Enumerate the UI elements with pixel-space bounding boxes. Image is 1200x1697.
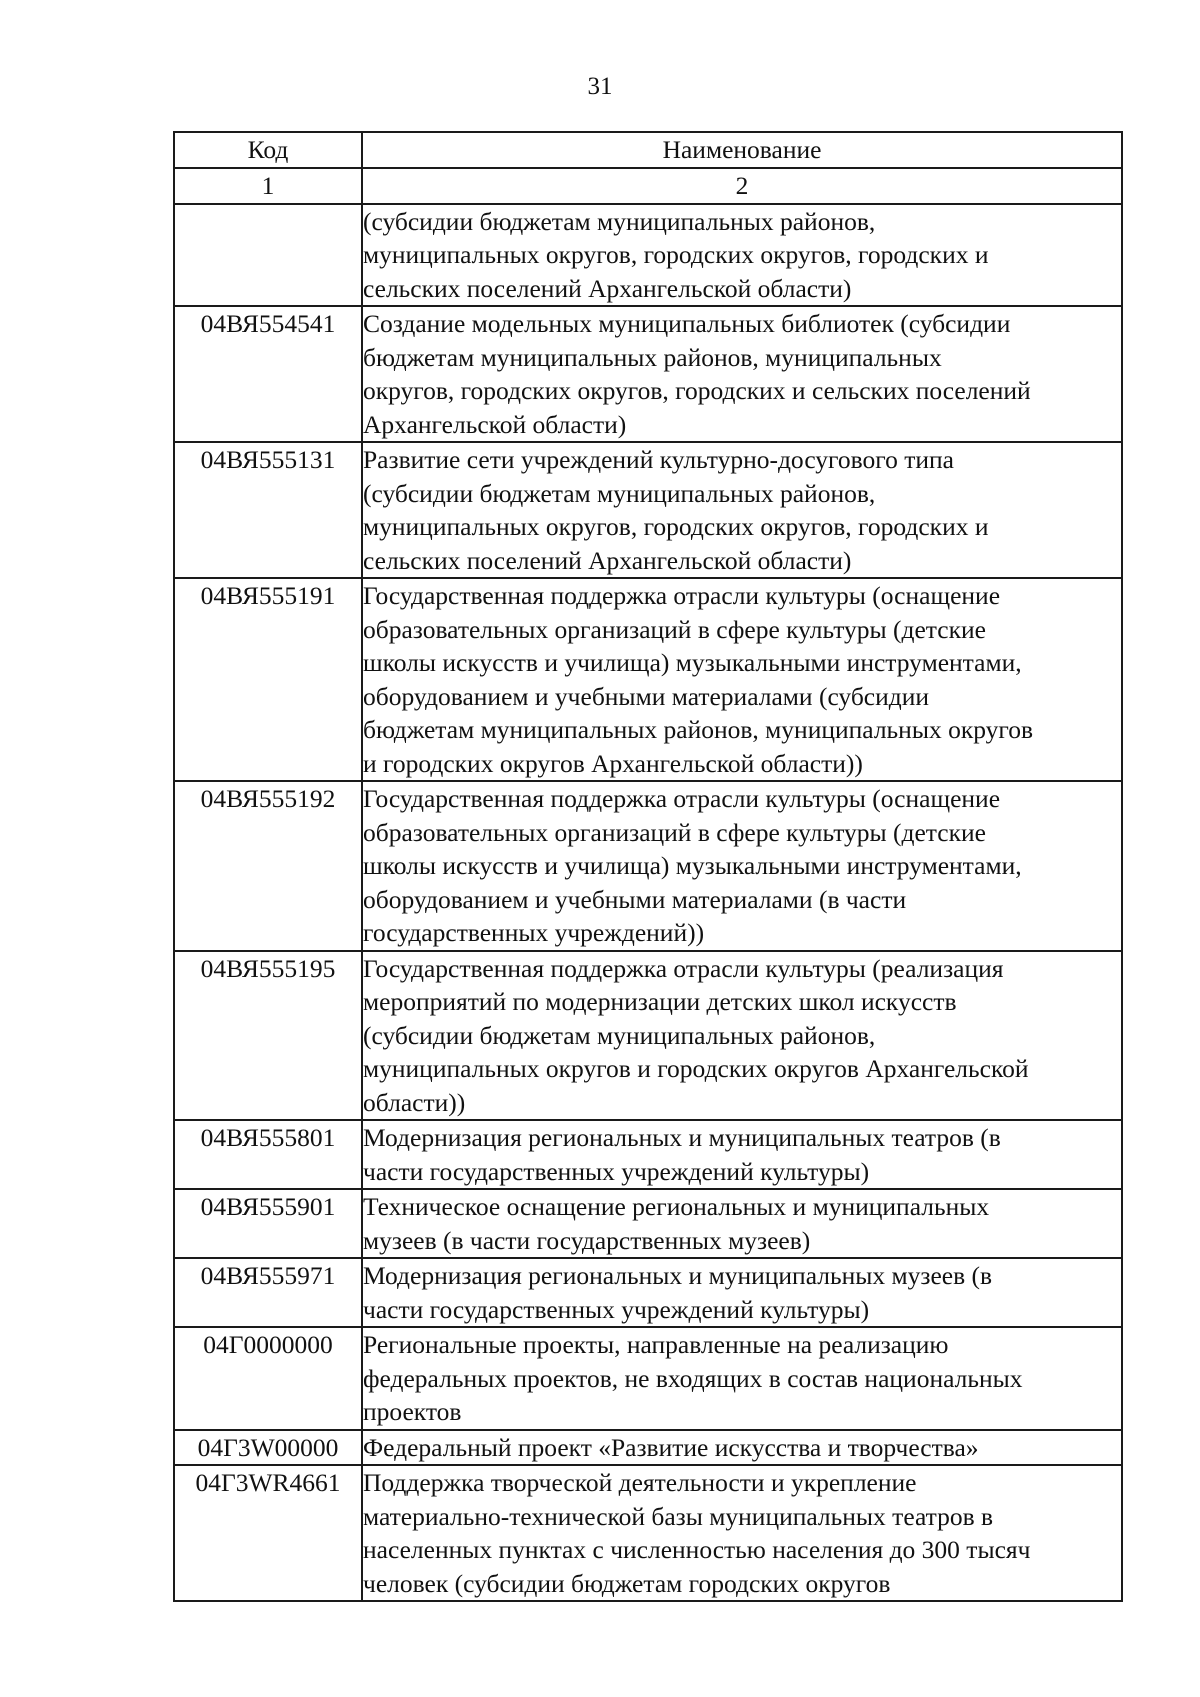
column-number-name: 2: [362, 168, 1122, 204]
row-name-line: проектов: [363, 1397, 462, 1426]
row-code: 04ВЯ555192: [174, 781, 362, 951]
row-name-line: человек (субсидии бюджетам городских округов: [363, 1568, 891, 1598]
row-name: [362, 781, 1122, 951]
row-name-line: Поддержка творческой деятельности и укрепление: [363, 1468, 917, 1497]
table-row: [174, 781, 1122, 951]
row-name: [362, 1327, 1122, 1430]
code-name-table: [173, 131, 1123, 1602]
table-row: [174, 1327, 1122, 1430]
row-name-line: Региональные проекты, направленные на реализацию: [363, 1330, 949, 1359]
row-name-line: образовательных организаций в сфере культуры (детские: [363, 817, 986, 847]
row-name-line: Модернизация региональных и муниципальных театров (в: [363, 1123, 1001, 1152]
row-name-line: области)): [363, 1087, 466, 1117]
row-name: [362, 1465, 1122, 1601]
row-name-line: школы искусств и училища) музыкальными инструментами,: [363, 851, 1022, 880]
row-name-line: Техническое оснащение региональных и муниципальных: [363, 1192, 990, 1221]
row-code: 04Г0000000: [174, 1327, 362, 1430]
row-name-line: федеральных проектов, не входящих в состав национальных: [363, 1363, 1023, 1393]
row-name-line: сельских поселений Архангельской области): [363, 273, 852, 303]
row-code: 04Г3W00000: [174, 1430, 362, 1466]
table-row: [174, 1120, 1122, 1189]
column-number-code: 1: [174, 168, 362, 204]
row-code: 04ВЯ555195: [174, 951, 362, 1121]
row-code: 04ВЯ555901: [174, 1189, 362, 1258]
row-name-line: Архангельской области): [363, 409, 627, 439]
table-row: [174, 1258, 1122, 1327]
row-name-line: (субсидии бюджетам муниципальных районов,: [363, 478, 876, 508]
row-name-line: Государственная поддержка отрасли культуры (реализация: [363, 953, 1004, 983]
table-row: [174, 442, 1122, 578]
row-name-line: бюджетам муниципальных районов, муниципальных округов: [363, 715, 1033, 744]
row-name-line: и городских округов Архангельской области)): [363, 748, 863, 778]
table-row: [174, 578, 1122, 781]
row-name: [362, 1120, 1122, 1189]
row-name: [362, 578, 1122, 781]
row-name-line: Создание модельных муниципальных библиотек (субсидии: [363, 309, 1011, 338]
row-name-line: музеев (в части государственных музеев): [363, 1225, 811, 1255]
row-name: [362, 1258, 1122, 1327]
row-name-line: Развитие сети учреждений культурно-досугового типа: [363, 445, 954, 474]
row-code: [174, 204, 362, 307]
row-name-line: Государственная поддержка отрасли культуры (оснащение: [363, 784, 1001, 813]
row-name-line: мероприятий по модернизации детских школ искусств: [363, 987, 957, 1016]
row-name-line: бюджетам муниципальных районов, муниципальных: [363, 342, 942, 372]
row-code: 04ВЯ554541: [174, 306, 362, 442]
row-name: [362, 951, 1122, 1121]
row-name: [362, 442, 1122, 578]
row-code: 04Г3WR4661: [174, 1465, 362, 1601]
row-name-line: сельских поселений Архангельской области): [363, 545, 852, 575]
table-row: [174, 1430, 1122, 1466]
row-name-line: части государственных учреждений культуры): [363, 1294, 870, 1324]
header-code: Код: [174, 132, 362, 168]
header-name: Наименование: [362, 132, 1122, 168]
row-name-line: оборудованием и учебными материалами (субсидии: [363, 681, 930, 711]
row-name-line: части государственных учреждений культуры): [363, 1156, 870, 1186]
row-name-line: школы искусств и училища) музыкальными инструментами,: [363, 648, 1022, 677]
row-name-line: (субсидии бюджетам муниципальных районов,: [363, 206, 876, 236]
row-name-line: Государственная поддержка отрасли культуры (оснащение: [363, 581, 1001, 610]
row-name: [362, 204, 1122, 307]
row-name-line: муниципальных округов, городских округов, городских и: [363, 512, 989, 541]
row-name-line: муниципальных округов и городских округов Архангельской: [363, 1054, 1029, 1083]
row-name-line: образовательных организаций в сфере культуры (детские: [363, 614, 986, 644]
table-row: [174, 1465, 1122, 1601]
row-name-line: населенных пунктах с численностью населения до 300 тысяч: [363, 1535, 1031, 1564]
row-name-line: государственных учреждений)): [363, 918, 705, 947]
row-code: 04ВЯ555191: [174, 578, 362, 781]
row-name: [362, 1189, 1122, 1258]
row-name-line: Федеральный проект «Развитие искусства и творчества»: [363, 1432, 979, 1462]
page-number: 31: [587, 73, 613, 100]
table-row: [174, 1189, 1122, 1258]
row-name-line: округов, городских округов, городских и сельских поселений: [363, 376, 1031, 405]
row-code: 04ВЯ555971: [174, 1258, 362, 1327]
row-name-line: материально-технической базы муниципальных театров в: [363, 1501, 994, 1531]
row-code: 04ВЯ555131: [174, 442, 362, 578]
row-name-line: (субсидии бюджетам муниципальных районов,: [363, 1020, 876, 1050]
row-name-line: Модернизация региональных и муниципальных музеев (в: [363, 1261, 993, 1290]
table-body: [174, 204, 1122, 1602]
row-name-line: оборудованием и учебными материалами (в части: [363, 884, 907, 914]
row-name-line: муниципальных округов, городских округов, городских и: [363, 240, 989, 269]
column-number-row: [174, 168, 1122, 204]
table-row: [174, 306, 1122, 442]
row-name: [362, 1430, 1122, 1466]
table-row: [174, 951, 1122, 1121]
row-code: 04ВЯ555801: [174, 1120, 362, 1189]
row-name: [362, 306, 1122, 442]
table-row: [174, 204, 1122, 307]
header-row: [174, 132, 1122, 168]
